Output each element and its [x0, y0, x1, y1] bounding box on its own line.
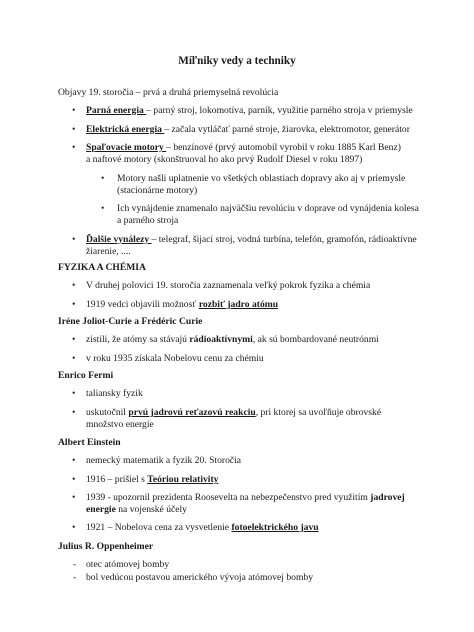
- sub-item-engines-2: Ich vynájdenie znamenalo najväčšiu revolúciu v doprave od vynájdenia kolesa: [117, 203, 419, 214]
- item-text: – parný stroj, lokomotíva, parník, využitie parného stroja v priemysle: [146, 105, 413, 116]
- einstein-item-3-line2: [86, 504, 441, 516]
- einstein-item-2: [86, 474, 441, 486]
- physics-item-2: [86, 299, 441, 311]
- sub-bullet: •: [101, 203, 105, 214]
- term-photoelectric: fotoelektrického javu: [231, 522, 319, 533]
- item-text: 1919 vedci objavili možnosť: [86, 299, 199, 310]
- item-text: 1939 - upozornil prezidenta Roosevelta na nebezpečenstvo pred využitím: [86, 492, 371, 503]
- item-text: – začala vytláčať parné stroje, žiarovka, elektromotor, generátor: [164, 124, 410, 135]
- physics-item-1: V druhej polovici 19. storočia zaznamenala veľký pokrok fyzika a chémia: [86, 280, 371, 291]
- list-item-electric: [86, 124, 441, 136]
- bullet: •: [72, 124, 76, 135]
- oppenheimer-item-2: bol vedúcou postavou amerického vývoja atómovej bomby: [86, 572, 313, 583]
- sub-bullet: •: [101, 173, 105, 184]
- item-text: – telegraf, šijací stroj, vodná turbína, telefón, gramofón, rádioaktívne: [151, 234, 417, 245]
- bullet: •: [72, 388, 76, 399]
- term-engines: Spaľovacie motory: [86, 142, 167, 153]
- curie-item-2: v roku 1935 získala Nobelovu cenu za chémiu: [86, 353, 264, 364]
- document-title: Míľniky vedy a techniky: [178, 55, 296, 67]
- item-text: , pri ktorej sa uvoľňuje obrovské: [255, 407, 382, 418]
- dash-bullet: -: [73, 572, 77, 583]
- item-text: , ak sú bombardované neutrónmi: [252, 334, 379, 345]
- item-text: – benzínové (prvý automobil vyrobil v roku 1885 Karl Benz): [166, 142, 401, 153]
- sub-item-engines-2-line2: a parného stroja: [117, 215, 179, 226]
- sub-item-engines-1: Motory našli uplatnenie vo všetkých oblastiach dopravy ako aj v priemysle: [117, 173, 406, 184]
- list-item-inventions: [86, 234, 441, 246]
- term-electric: Elektrická energia: [86, 124, 165, 135]
- term-steam: Parná energia: [86, 105, 147, 116]
- list-item-steam: [86, 105, 441, 117]
- section-heading-physics: FYZIKA A CHÉMIA: [58, 262, 146, 273]
- term-radioactive: rádioaktívnymi: [189, 334, 253, 345]
- intro-line: Objavy 19. storočia – prvá a druhá priemyselná revolúcia: [58, 87, 279, 98]
- list-item-engines-line2: a naftové motory (skonštruoval ho ako prvý Rudolf Diesel v roku 1897): [86, 154, 363, 165]
- sub-item-engines-1-line2: (stacionárne motory): [117, 185, 198, 196]
- item-text: 1916 – prišiel s: [86, 474, 148, 485]
- bullet: •: [72, 105, 76, 116]
- term-energy: energie: [86, 504, 116, 515]
- bullet: •: [72, 353, 76, 364]
- einstein-item-3: [86, 492, 441, 504]
- list-item-engines: [86, 142, 441, 154]
- section-heading-fermi: Enrico Fermi: [58, 370, 114, 381]
- curie-item-1: [86, 334, 441, 346]
- bullet: •: [72, 455, 76, 466]
- term-chain-reaction: prvú jadrovú reťazovú reakciu: [128, 407, 256, 418]
- item-text: zistili, že atómy sa stávajú: [86, 334, 190, 345]
- bullet: •: [72, 280, 76, 291]
- item-text: 1921 – Nobelova cena za vysvetlenie: [86, 522, 232, 533]
- bullet: •: [72, 407, 76, 418]
- bullet: •: [72, 334, 76, 345]
- item-text: uskutočnil: [86, 407, 129, 418]
- section-heading-oppenheimer: Julius R. Oppenheimer: [58, 541, 154, 552]
- bullet: •: [72, 299, 76, 310]
- section-heading-curie: Iréne Joliot-Curie a Frédéric Curie: [58, 316, 203, 327]
- einstein-item-4: [86, 522, 441, 534]
- oppenheimer-item-1: otec atómovej bomby: [86, 559, 170, 570]
- list-item-inventions-line2: žiarenie, ....: [86, 246, 131, 257]
- fermi-item-1: taliansky fyzik: [86, 388, 143, 399]
- bullet: •: [72, 234, 76, 245]
- bullet: •: [72, 492, 76, 503]
- bullet: •: [72, 522, 76, 533]
- term-nuclear: jadrovej: [370, 492, 405, 503]
- fermi-item-2-line2: množstvo energie: [86, 419, 154, 430]
- bullet: •: [72, 474, 76, 485]
- term-relativity: Teóriou relativity: [147, 474, 219, 485]
- section-heading-einstein: Albert Einstein: [58, 437, 121, 448]
- bullet: •: [72, 142, 76, 153]
- term-split-atom: rozbiť jadro atómu: [198, 299, 279, 310]
- einstein-item-1: nemecký matematik a fyzik 20. Storočia: [86, 455, 242, 466]
- fermi-item-2: [86, 407, 441, 419]
- item-text: na vojenské účely: [115, 504, 187, 515]
- term-inventions: Ďalšie vynálezy: [86, 234, 152, 245]
- dash-bullet: -: [73, 559, 77, 570]
